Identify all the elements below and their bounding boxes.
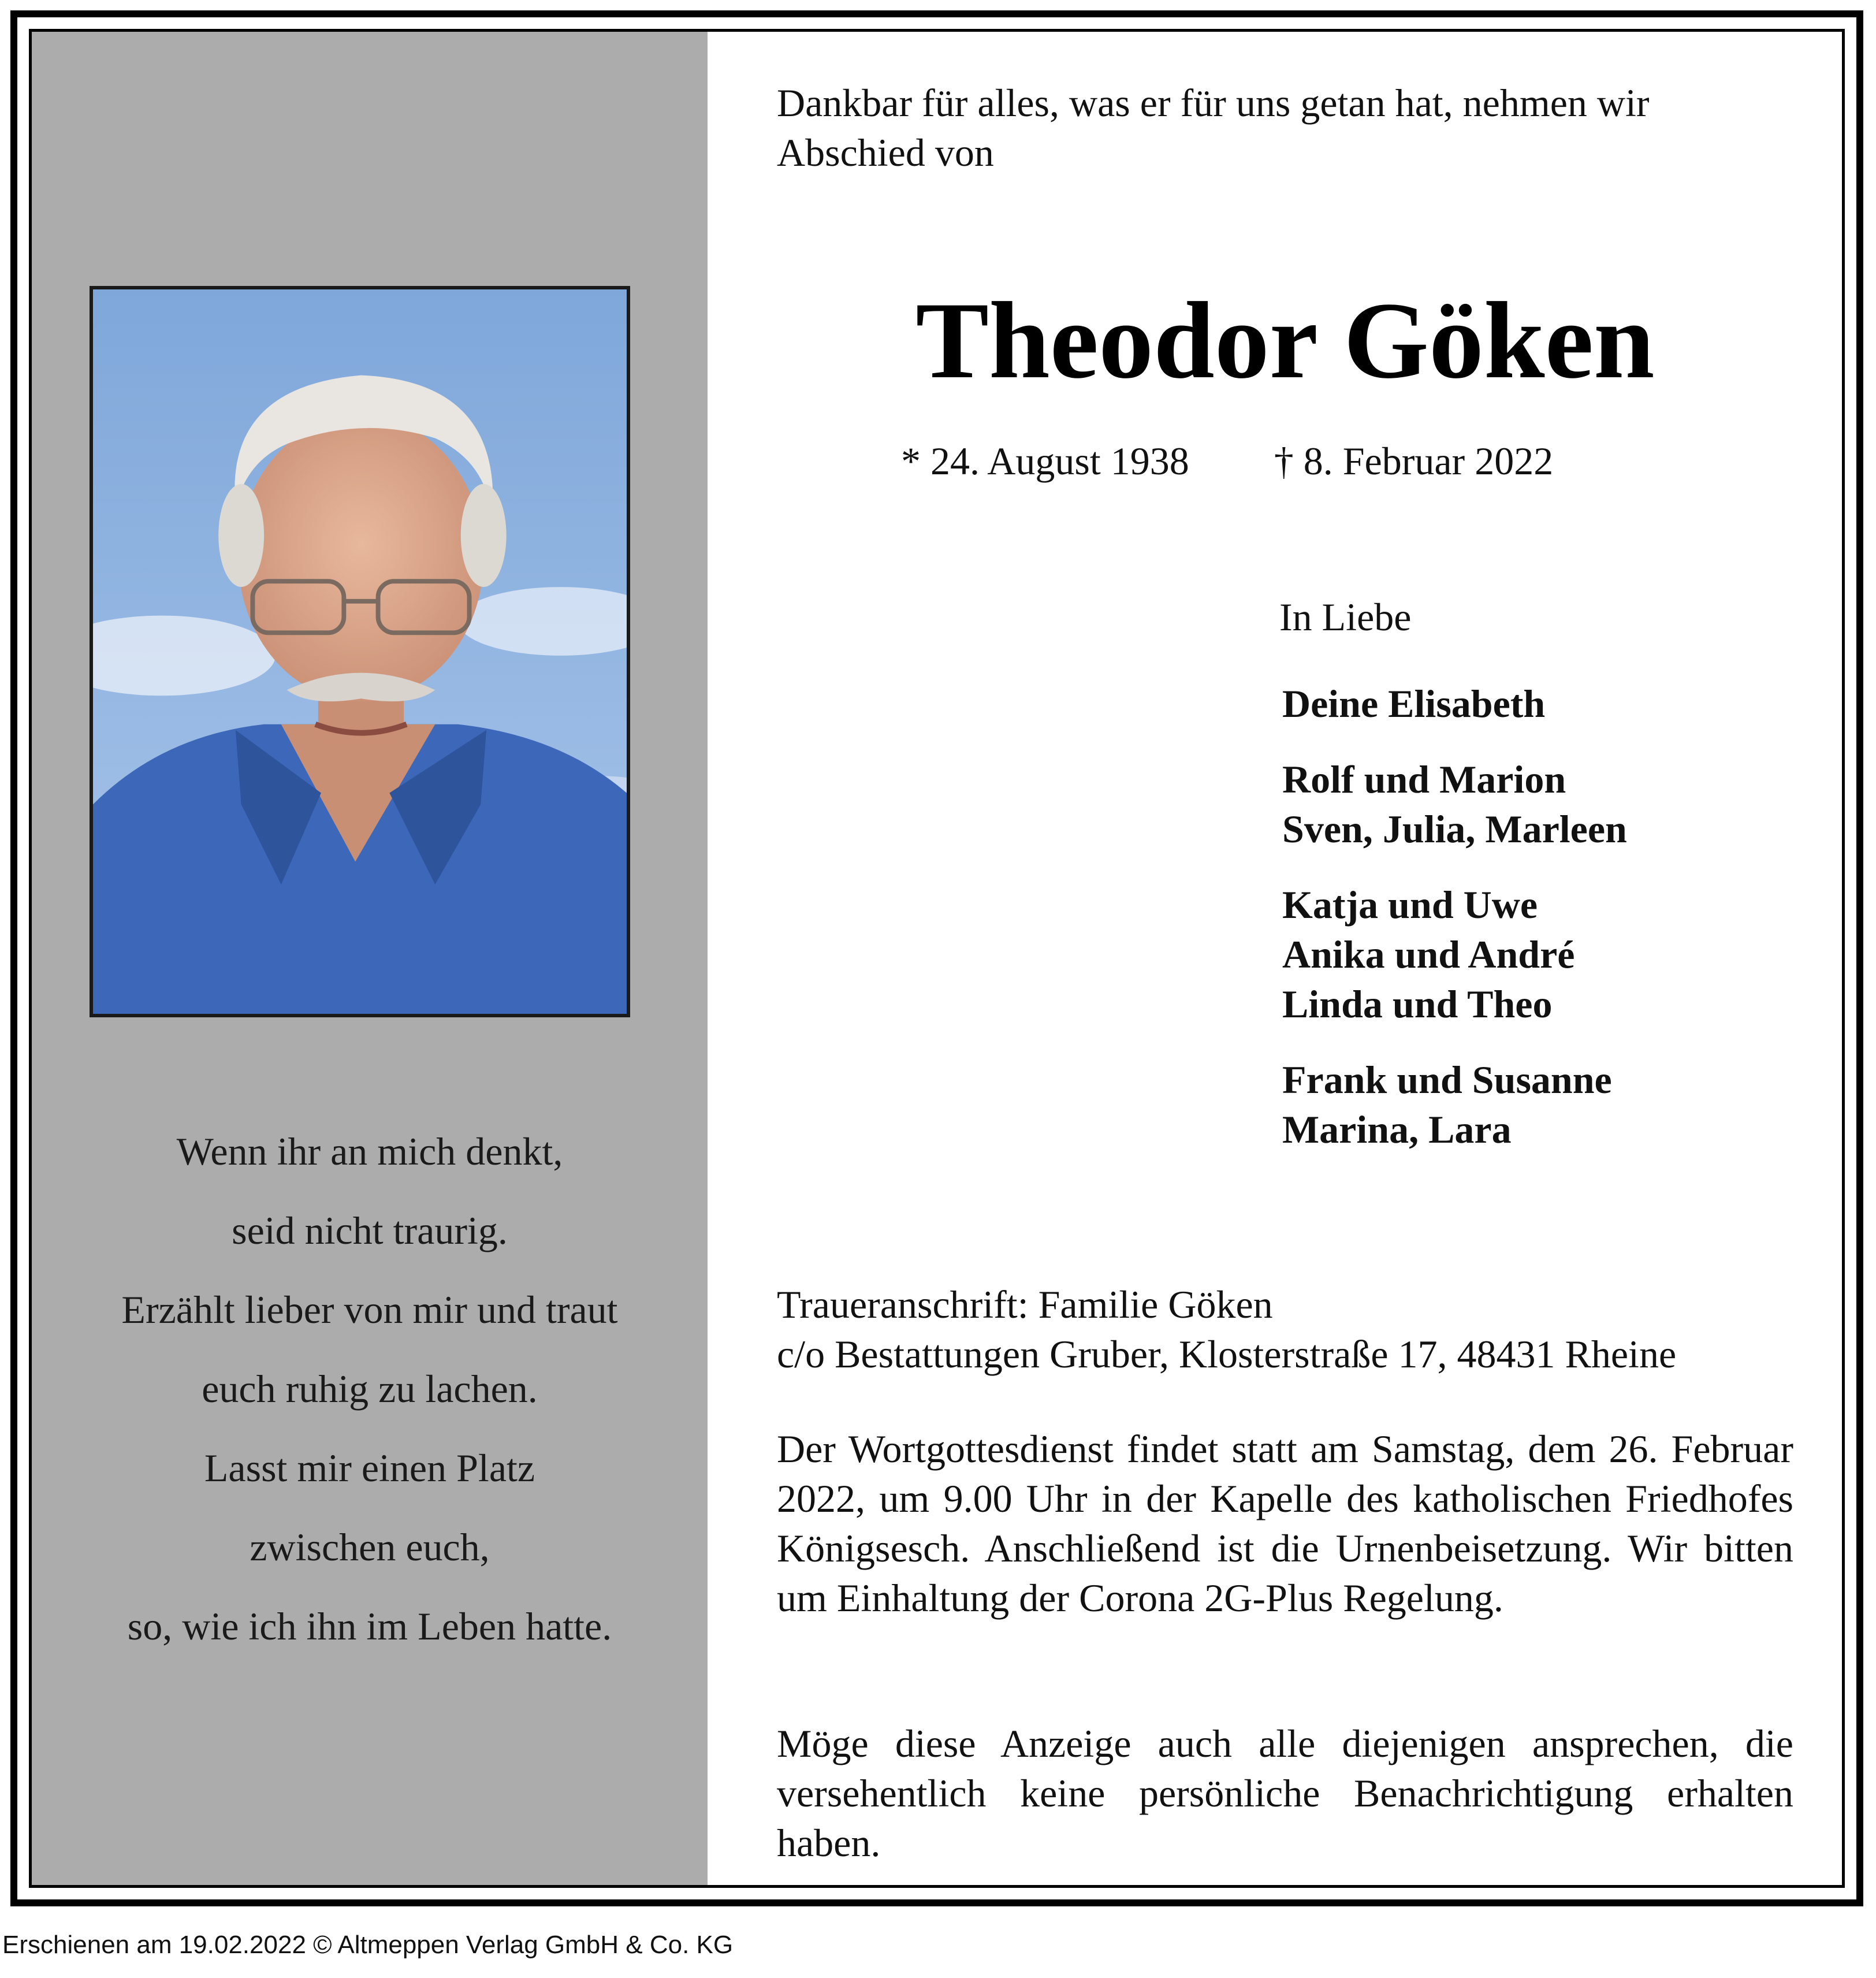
mourner-line: Deine Elisabeth [1282, 682, 1546, 726]
poem-line: seid nicht traurig. [232, 1209, 508, 1252]
mourner-line: Marina, Lara [1282, 1107, 1512, 1151]
poem-line: Erzählt lieber von mir und traut [121, 1288, 618, 1332]
address-line: c/o Bestattungen Gruber, Klosterstraße 17, 48431 Rheine [777, 1332, 1677, 1376]
mourner-group [1282, 1055, 1627, 1154]
poem-line: Wenn ihr an mich denkt, [176, 1129, 563, 1173]
right-column [777, 32, 1793, 1885]
mourners-intro: In Liebe [1279, 595, 1412, 639]
mourner-group [1282, 679, 1627, 728]
poem-line: euch ruhig zu lachen. [202, 1367, 538, 1411]
notice-text: Möge diese Anzeige auch alle diejenigen ansprechen, die versehentlich keine persönliche Benachrichtigung erhalten haben. [777, 1722, 1793, 1865]
birth-date: * 24. August 1938 [901, 439, 1189, 483]
poem-line: Lasst mir einen Platz [204, 1446, 535, 1490]
mourners-list [1282, 679, 1627, 1180]
mourner-line: Frank und Susanne [1282, 1058, 1612, 1102]
mourner-group [1282, 880, 1627, 1029]
mourner-line: Sven, Julia, Marleen [1282, 807, 1627, 851]
mourner-line: Katja und Uwe [1282, 883, 1538, 927]
service-info: Der Wortgottesdienst findet statt am Samstag, dem 26. Februar 2022, um 9.00 Uhr in der Kapelle des katholischen Friedhofes Königsesch. Anschließend ist die Urnenbeisetzung. Wir bitten um Einhaltung der Corona 2G-Plus Regelung. [777, 1427, 1793, 1620]
poem-line: zwischen euch, [250, 1525, 490, 1569]
portrait-illustration [93, 289, 627, 1014]
outer-border [10, 10, 1863, 1906]
address-line: Traueranschrift: Familie Göken [777, 1282, 1273, 1326]
publication-footer: Erschienen am 19.02.2022 © Altmeppen Verlag GmbH & Co. KG [2, 1931, 734, 1959]
death-date: † 8. Februar 2022 [1274, 439, 1554, 483]
poem [32, 1112, 708, 1666]
inner-border [29, 29, 1845, 1888]
mourner-line: Rolf und Marion [1282, 757, 1566, 801]
portrait-photo [90, 286, 630, 1017]
left-panel [32, 32, 708, 1885]
mourner-group [1282, 754, 1627, 854]
poem-line: so, wie ich ihn im Leben hatte. [127, 1604, 612, 1648]
mourner-line: Anika und André [1282, 932, 1575, 976]
deceased-name: Theodor Göken [915, 280, 1655, 401]
intro-text: Dankbar für alles, was er für uns getan hat, nehmen wir Abschied von [777, 81, 1650, 174]
life-dates [901, 436, 1553, 486]
mourner-line: Linda und Theo [1282, 982, 1553, 1026]
mourning-address [777, 1280, 1793, 1379]
